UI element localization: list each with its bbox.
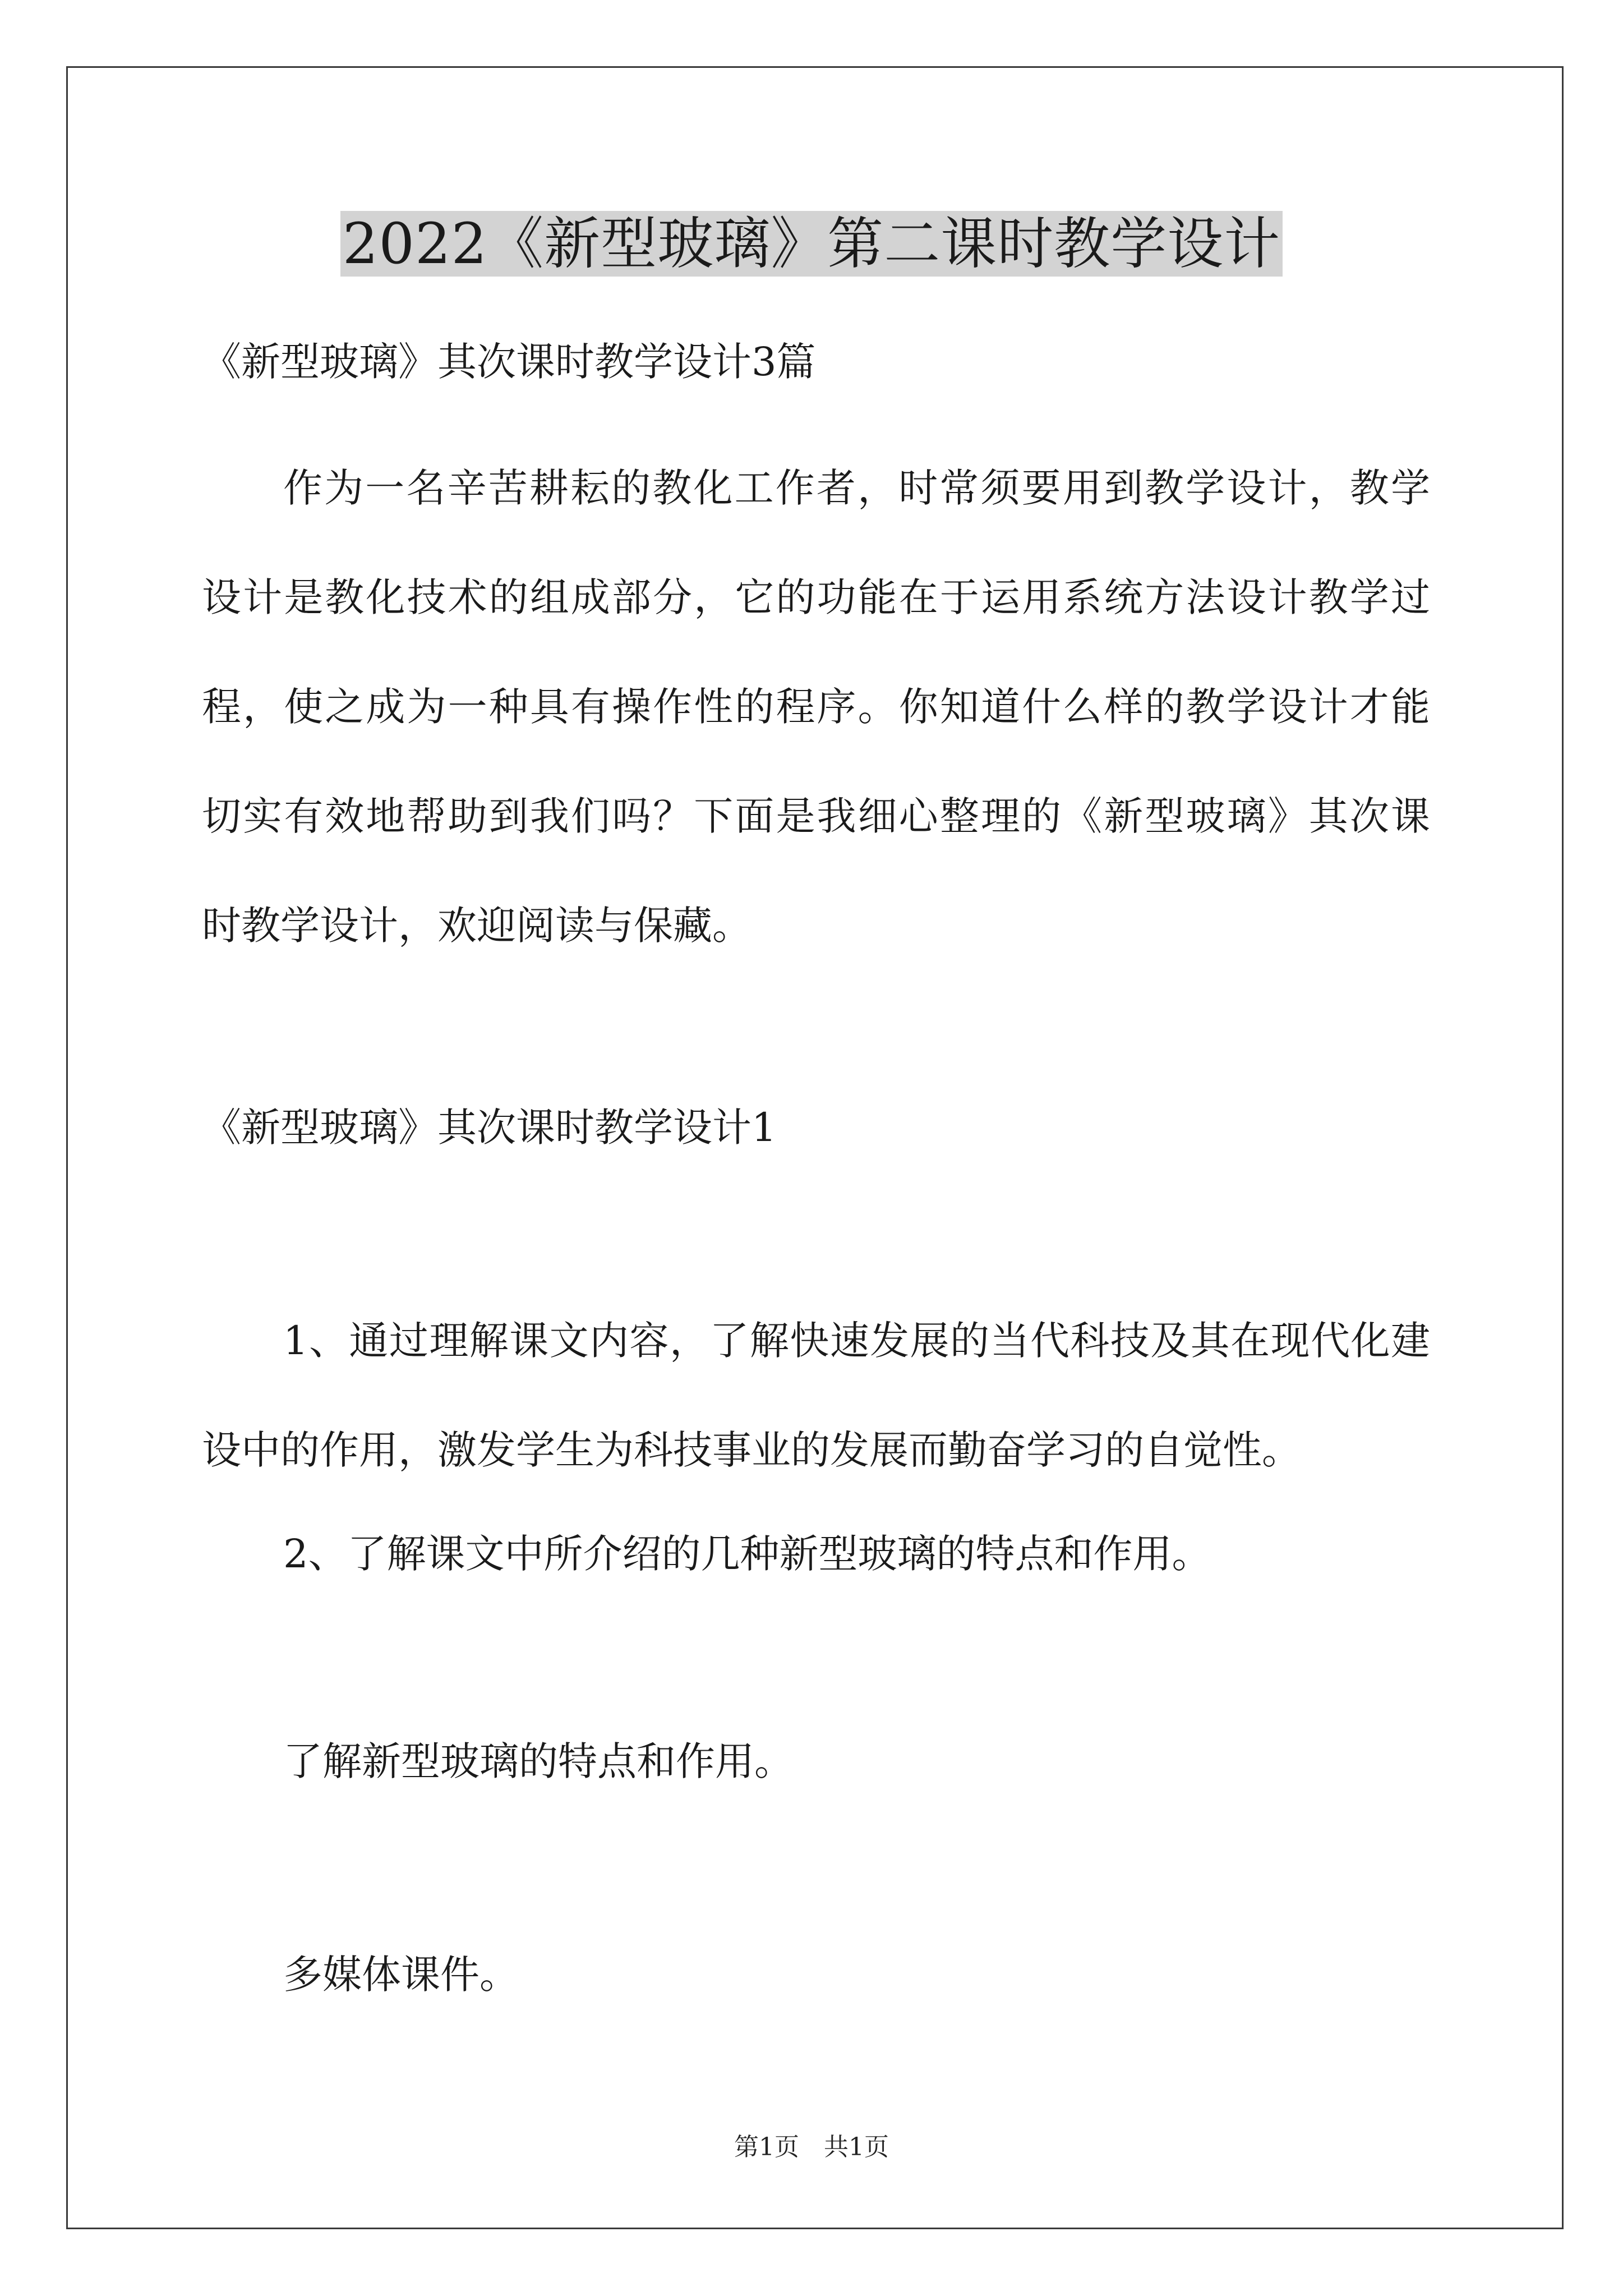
page-number: 第1页 (734, 2133, 799, 2161)
section-heading: 《新型玻璃》其次课时教学设计1 (202, 1105, 777, 1151)
document-title-text: 2022《新型玻璃》第二课时教学设计 (340, 211, 1283, 277)
intro-line-4: 切实有效地帮助到我们吗？下面是我细心整理的《新型玻璃》其次课 (202, 793, 1430, 839)
page-footer (0, 2131, 1623, 2164)
objective-line-1: 1、通过理解课文内容，了解快速发展的当代科技及其在现代化建 (283, 1318, 1430, 1364)
intro-line-5: 时教学设计，欢迎阅读与保藏。 (202, 903, 751, 949)
document-title (0, 208, 1623, 280)
key-point: 了解新型玻璃的特点和作用。 (283, 1738, 794, 1784)
intro-line-2: 设计是教化技术的组成部分，它的功能在于运用系统方法设计教学过 (202, 574, 1430, 620)
objective-line-3: 2、了解课文中所介绍的几种新型玻璃的特点和作用。 (283, 1531, 1211, 1577)
intro-line-1: 作为一名辛苦耕耘的教化工作者，时常须要用到教学设计，教学 (283, 465, 1430, 511)
page-total: 共1页 (824, 2133, 889, 2161)
objective-line-2: 设中的作用，激发学生为科技事业的发展而勤奋学习的自觉性。 (202, 1427, 1301, 1473)
preparation: 多媒体课件。 (283, 1952, 519, 1998)
subtitle: 《新型玻璃》其次课时教学设计3篇 (202, 339, 816, 385)
intro-line-3: 程，使之成为一种具有操作性的程序。你知道什么样的教学设计才能 (202, 684, 1430, 730)
